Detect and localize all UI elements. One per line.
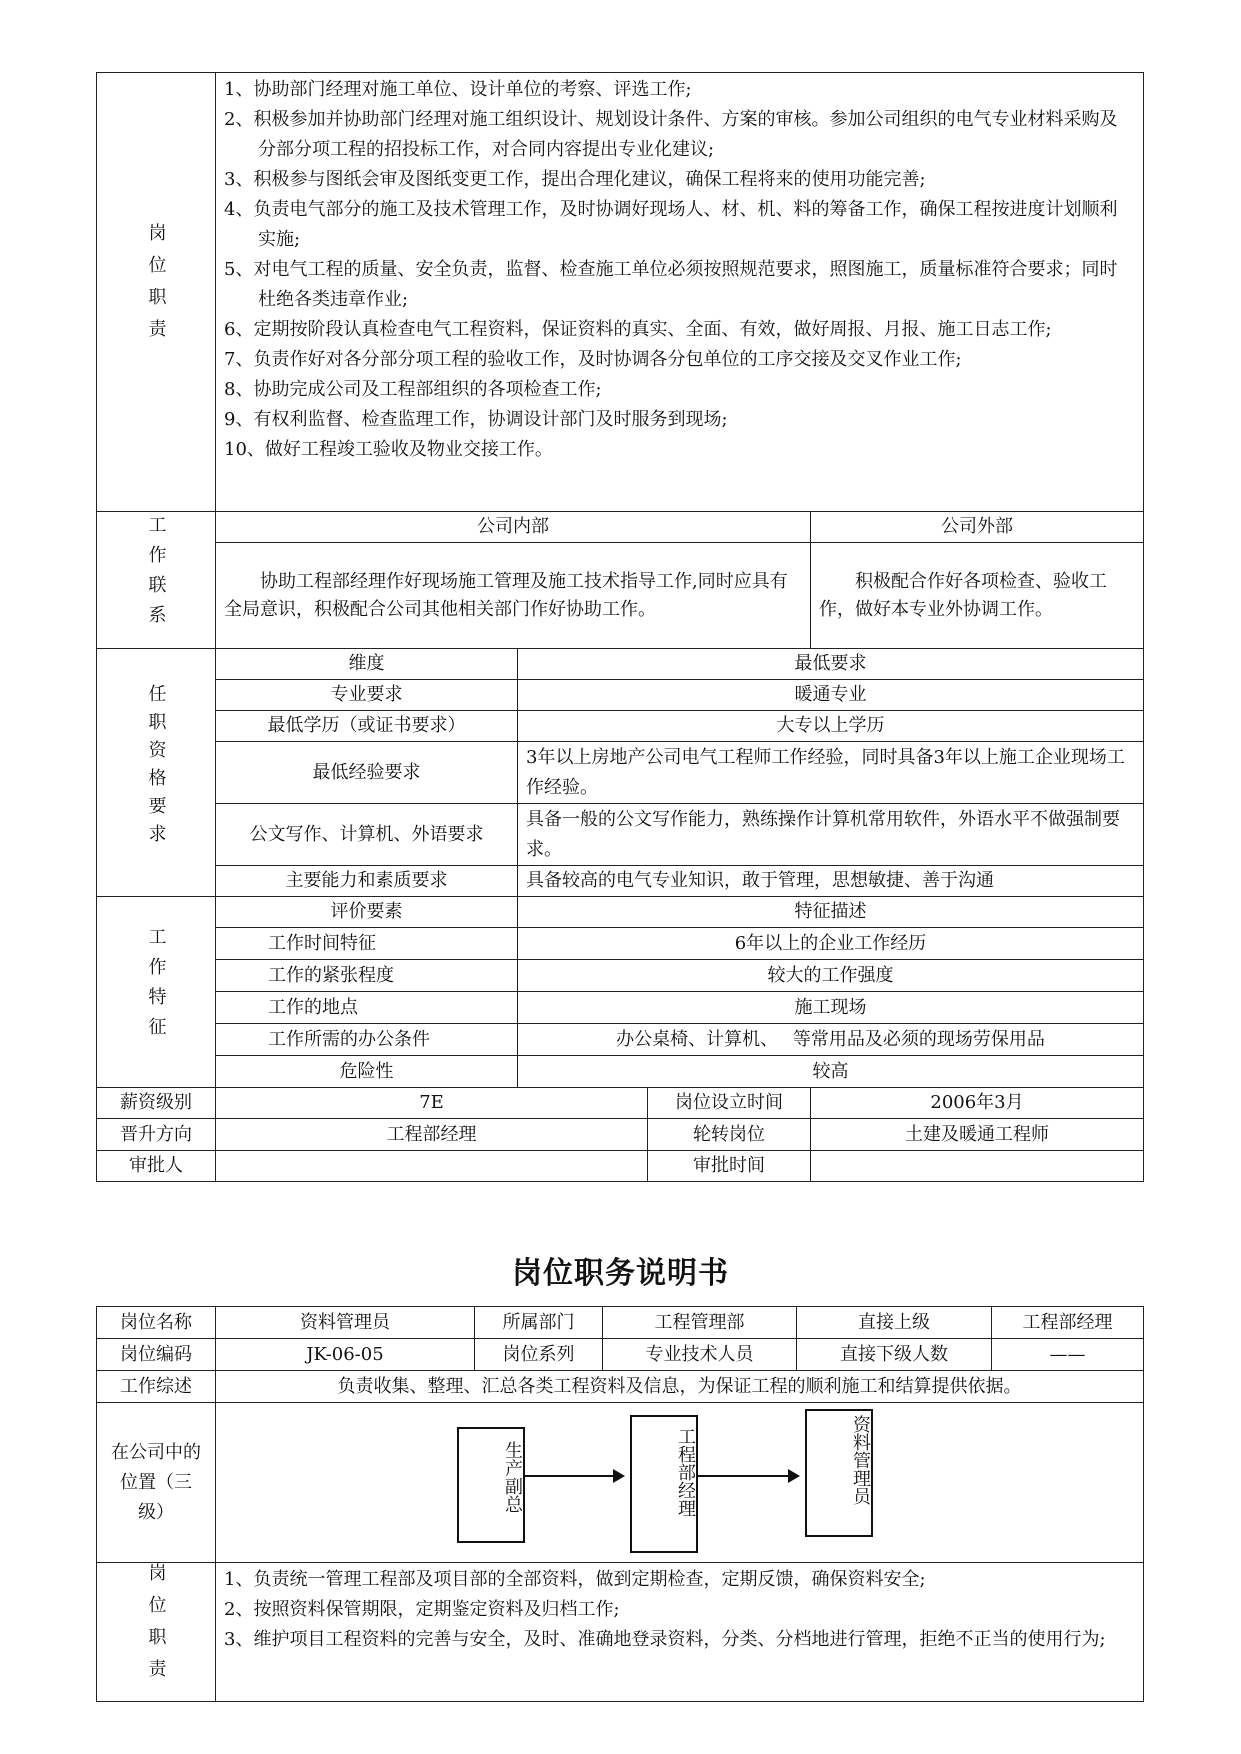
duty-item: 1、负责统一管理工程部及项目部的全部资料，做到定期检查，定期反馈，确保资料安全; (224, 1569, 926, 1590)
duty-item: 10、做好工程竣工验收及物业交接工作。 (224, 439, 553, 460)
salary-value: 7E (216, 1088, 648, 1119)
contact-internal-header: 公司内部 (216, 512, 811, 543)
approver-value[interactable] (216, 1151, 648, 1182)
duties2-list (216, 1563, 1144, 1702)
duty-item: 1、协助部门经理对施工单位、设计单位的考察、评选工作; (224, 79, 692, 100)
job-spec-table (96, 1306, 1144, 1702)
summary-label: 工作综述 (97, 1371, 216, 1403)
series-label: 岗位系列 (475, 1339, 603, 1371)
contact-internal-text: 协助工程部经理作好现场施工管理及施工技术指导工作,同时应具有全局意识，积极配合公司其他相关部门作好协助工作。 (216, 543, 811, 649)
position-label: 在公司中的位置（三级） (97, 1403, 216, 1563)
features-header-desc: 特征描述 (518, 897, 1144, 928)
promotion-value: 工程部经理 (216, 1119, 648, 1151)
org-chart-canvas (216, 1405, 1143, 1561)
summary-value: 负责收集、整理、汇总各类工程资料及信息，为保证工程的顺利施工和结算提供依据。 (216, 1371, 1144, 1403)
rotation-label: 轮转岗位 (648, 1119, 811, 1151)
qualification-requirement: 具备较高的电气专业知识，敢于管理，思想敏捷、善于沟通 (518, 866, 1144, 897)
org-arrow-2 (696, 1475, 798, 1477)
duty-item: 5、对电气工程的质量、安全负责，监督、检查施工单位必须按照规范要求，照图施工，质量标准符合要求；同时杜绝各类违章作业; (224, 259, 1118, 310)
feature-factor: 工作的紧张程度 (216, 960, 518, 992)
qualification-dimension: 公文写作、计算机、外语要求 (216, 804, 518, 866)
feature-desc: 办公桌椅、计算机、 等常用品及必须的现场劳保用品 (518, 1024, 1144, 1056)
series-value: 专业技术人员 (603, 1339, 797, 1371)
document-title: 岗位职务说明书 (512, 1256, 729, 1291)
contact-label: 工作联系 (97, 512, 216, 649)
dept-value: 工程管理部 (603, 1307, 797, 1339)
qualification-requirement: 暖通专业 (518, 680, 1144, 711)
post-name-value: 资料管理员 (216, 1307, 475, 1339)
promotion-label: 晋升方向 (97, 1119, 216, 1151)
qualification-dimension: 最低学历（或证书要求） (216, 711, 518, 742)
qualification-requirement: 3年以上房地产公司电气工程师工作经验，同时具备3年以上施工企业现场工作经验。 (518, 742, 1144, 804)
org-box-deputy-gm: 生产副总 (457, 1427, 525, 1543)
qualification-header-requirement: 最低要求 (518, 649, 1144, 680)
subordinates-label: 直接下级人数 (797, 1339, 992, 1371)
duty-item: 3、维护项目工程资料的完善与安全，及时、准确地登录资料，分类、分档地进行管理，拒绝不正当的使用行为; (224, 1629, 1106, 1650)
contact-external-text: 积极配合作好各项检查、验收工作，做好本专业外协调工作。 (811, 543, 1144, 649)
approve-time-value[interactable] (811, 1151, 1144, 1182)
duty-item: 2、按照资料保管期限，定期鉴定资料及归档工作; (224, 1599, 620, 1620)
setup-time-label: 岗位设立时间 (648, 1088, 811, 1119)
qualification-requirement: 具备一般的公文写作能力，熟练操作计算机常用软件，外语水平不做强制要求。 (518, 804, 1144, 866)
salary-label: 薪资级别 (97, 1088, 216, 1119)
org-chart (216, 1403, 1144, 1563)
feature-factor: 工作的地点 (216, 992, 518, 1024)
duties-list (216, 73, 1144, 512)
subordinates-value: —— (992, 1339, 1144, 1371)
duty-item: 9、有权利监督、检查监理工作，协调设计部门及时服务到现场; (224, 409, 728, 430)
qualification-label: 任职资格要求 (97, 649, 216, 897)
setup-time-value: 2006年3月 (811, 1088, 1144, 1119)
duty-item: 7、负责作好对各分部分项工程的验收工作，及时协调各分包单位的工序交接及交叉作业工作; (224, 349, 962, 370)
org-arrow-1 (523, 1475, 623, 1477)
duty-item: 6、定期按阶段认真检查电气工程资料，保证资料的真实、全面、有效，做好周报、月报、施工日志工作; (224, 319, 1052, 340)
org-box-document-admin: 资料管理员 (805, 1409, 873, 1537)
duty-item: 3、积极参与图纸会审及图纸变更工作，提出合理化建议，确保工程将来的使用功能完善; (224, 169, 926, 190)
duty-item: 2、积极参加并协助部门经理对施工组织设计、规划设计条件、方案的审核。参加公司组织的电气专业材料采购及分部分项工程的招投标工作，对合同内容提出专业化建议; (224, 109, 1118, 160)
job-spec-table-continued (96, 72, 1144, 1182)
duties2-label: 岗位职责 (97, 1563, 216, 1702)
qualification-header-dimension: 维度 (216, 649, 518, 680)
approver-label: 审批人 (97, 1151, 216, 1182)
superior-value: 工程部经理 (992, 1307, 1144, 1339)
post-code-label: 岗位编码 (97, 1339, 216, 1371)
post-name-label: 岗位名称 (97, 1307, 216, 1339)
feature-factor: 工作时间特征 (216, 928, 518, 960)
post-code-value: JK-06-05 (216, 1339, 475, 1371)
dept-label: 所属部门 (475, 1307, 603, 1339)
feature-desc: 施工现场 (518, 992, 1144, 1024)
rotation-value: 土建及暖通工程师 (811, 1119, 1144, 1151)
qualification-requirement: 大专以上学历 (518, 711, 1144, 742)
qualification-dimension: 专业要求 (216, 680, 518, 711)
superior-label: 直接上级 (797, 1307, 992, 1339)
qualification-dimension: 最低经验要求 (216, 742, 518, 804)
contact-external-header: 公司外部 (811, 512, 1144, 543)
features-header-factor: 评价要素 (216, 897, 518, 928)
approve-time-label: 审批时间 (648, 1151, 811, 1182)
feature-factor: 危险性 (216, 1056, 518, 1088)
qualification-dimension: 主要能力和素质要求 (216, 866, 518, 897)
feature-desc: 6年以上的企业工作经历 (518, 928, 1144, 960)
org-box-eng-manager: 工程部经理 (630, 1415, 698, 1553)
duty-item: 8、协助完成公司及工程部组织的各项检查工作; (224, 379, 602, 400)
feature-factor: 工作所需的办公条件 (216, 1024, 518, 1056)
duty-item: 4、负责电气部分的施工及技术管理工作，及时协调好现场人、材、机、料的筹备工作，确保工程按进度计划顺利实施; (224, 199, 1118, 250)
feature-desc: 较高 (518, 1056, 1144, 1088)
duties-label: 岗位职责 (97, 73, 216, 512)
feature-desc: 较大的工作强度 (518, 960, 1144, 992)
features-label: 工作特征 (97, 897, 216, 1088)
